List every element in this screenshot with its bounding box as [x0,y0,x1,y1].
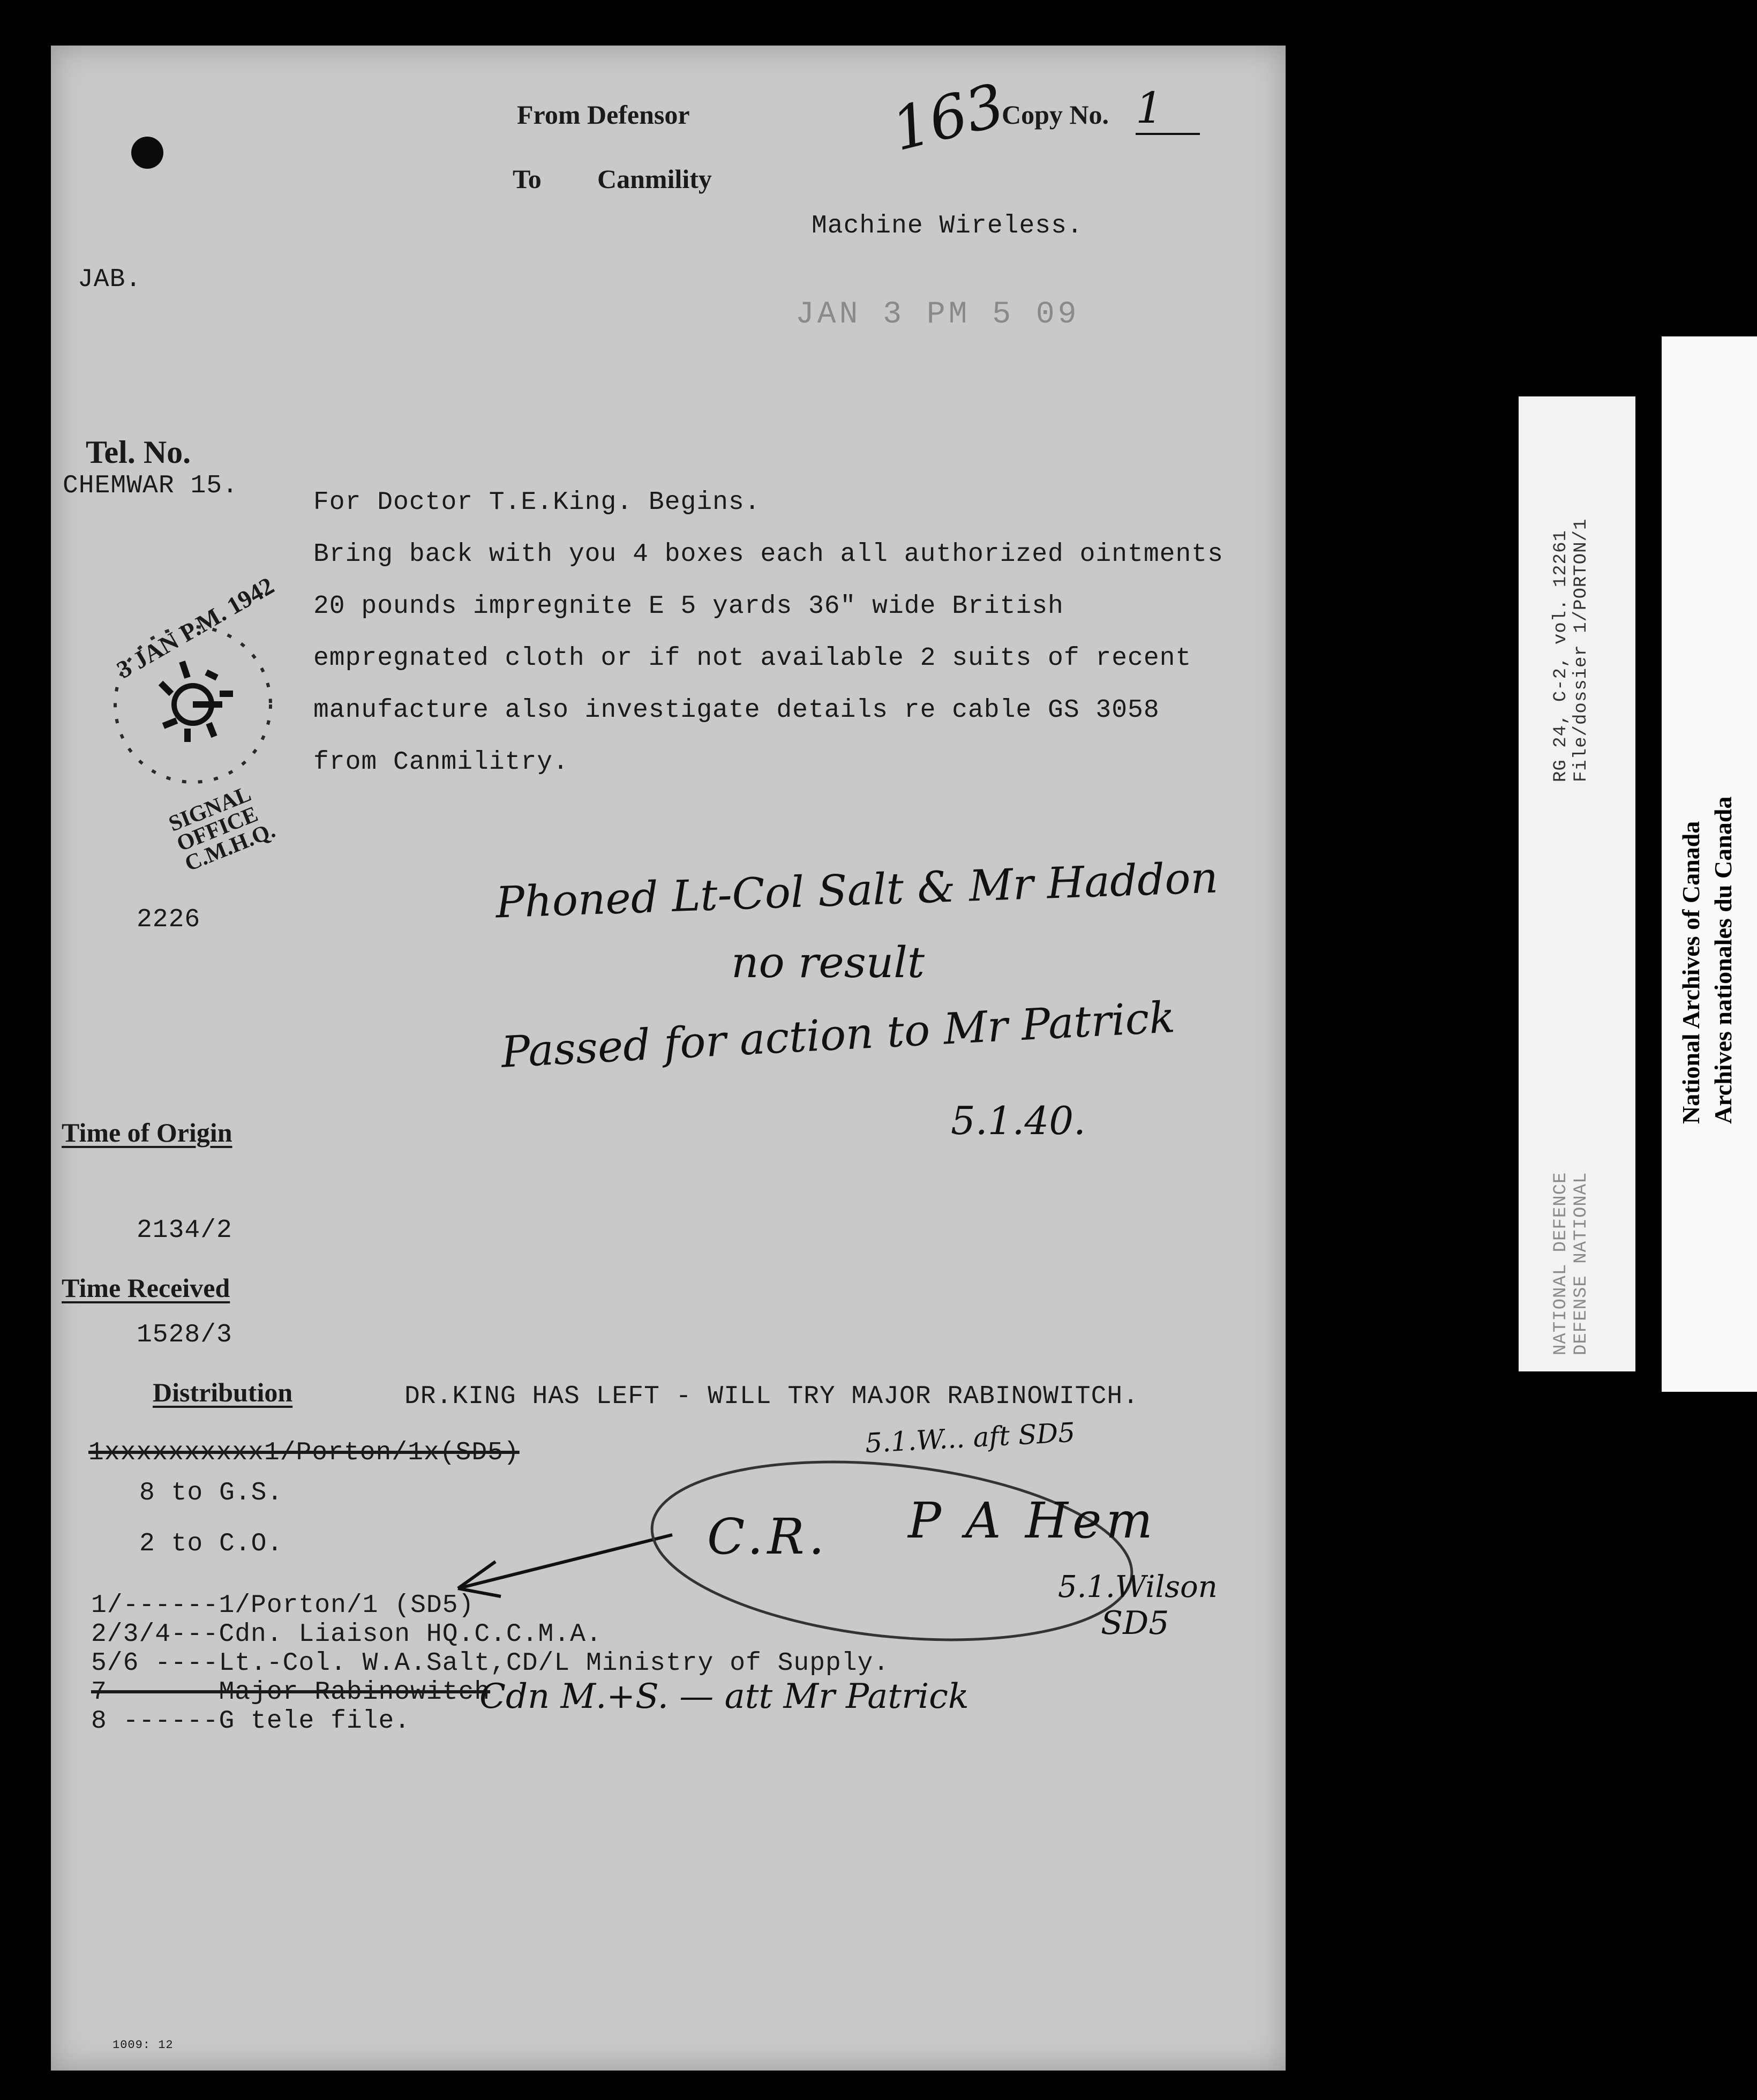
typed-status-note: DR.KING HAS LEFT - WILL TRY MAJOR RABINOWITCH. [404,1382,1139,1411]
to-value: Canmility [597,164,712,194]
message-line: 20 pounds impregnite E 5 yards 36" wide British [313,592,1064,621]
time-of-origin-value: 2134/2 [137,1216,232,1245]
archive-name-label [1662,336,1757,1392]
annotation-arrow-and-oval [51,1460,1283,1663]
distribution-entry: 1/------1/Porton/1 (SD5) [91,1591,475,1620]
message-line: For Doctor T.E.King. Begins. [313,488,761,517]
time-received-label: Time Received [62,1273,230,1303]
copy-value: 1 [1136,83,1200,135]
tel-no-value: CHEMWAR 15. [63,471,238,500]
archive-dept-text: NATIONAL DEFENCE DEFENSE NATIONAL [1551,1172,1591,1355]
to-label: To [513,164,542,194]
archive-ref-text: RG 24, C-2, vol. 12261 File/dossier 1/PORTON/1 [1551,518,1591,782]
message-line: manufacture also investigate details re cable GS 3058 [313,696,1160,725]
handwritten-note-line-2: no result [731,938,925,987]
distribution-entry: 5/6 ----Lt.-Col. W.A.Salt,CD/L Ministry of Supply. [91,1649,890,1678]
handwritten-note-line-3: Passed for action to Mr Patrick [500,992,1176,1077]
page-number: 163 [885,70,1011,164]
message-line: from Canmilitry. [313,748,569,777]
archive-name-text: National Archives of Canada Archives nationales du Canada [1677,796,1737,1124]
handwritten-note-line-1: Phoned Lt-Col Salt & Mr Haddon [494,852,1219,928]
operator-initials: JAB. [78,265,142,294]
reference-number: 2226 [137,905,201,934]
time-received-value: 1528/3 [137,1321,232,1349]
oval-note-pa: P A Hem [908,1492,1157,1549]
signal-stamp-date: 3 JAN P.M. 1942 [112,572,279,684]
distribution-entry: 8 ------G tele file. [91,1707,411,1736]
distribution-gs: 8 to G.S. [139,1479,283,1508]
oval-note-signature: 5.1.Wilson [1058,1570,1218,1604]
signal-stamp-office: SIGNAL OFFICE C.M.H.Q. [165,782,279,876]
punch-hole [131,137,163,169]
message-body [313,477,1223,789]
time-of-origin-label: Time of Origin [62,1118,232,1148]
transmission-method: Machine Wireless. [812,212,1083,241]
document-sheet [51,46,1286,2071]
distribution-label: Distribution [153,1377,293,1407]
distribution-handwritten-annotation: Cdn M.+S. — att Mr Patrick [479,1677,969,1716]
message-line: empregnated cloth or if not available 2 suits of recent [313,644,1192,673]
from-label: From Defensor [517,100,690,130]
archive-reference-label [1519,396,1635,1371]
copy-label: Copy No. [1002,100,1109,130]
message-line: Bring back with you 4 boxes each all authorized ointments [313,540,1223,569]
distribution-entry: 2/3/4---Cdn. Liaison HQ.C.C.M.A. [91,1620,602,1649]
date-time-stamp: JAN 3 PM 5 09 [795,297,1080,332]
distribution-co: 2 to C.O. [139,1529,283,1558]
handwritten-note-date: 5.1.40. [951,1098,1086,1143]
oval-note-cr: C.R. [707,1508,829,1565]
distribution-struck-line: 1xxxxxxxxxx1/Porton/1x(SD5) [88,1438,520,1467]
oval-note-sd5: SD5 [1101,1604,1169,1642]
initials-note: 5.1.W... aft SD5 [864,1416,1076,1459]
distribution-entry: 7 ------Major Rabinowitch [91,1678,491,1707]
form-number: 1009: 12 [112,2038,174,2052]
tel-no-label: Tel. No. [86,434,191,470]
